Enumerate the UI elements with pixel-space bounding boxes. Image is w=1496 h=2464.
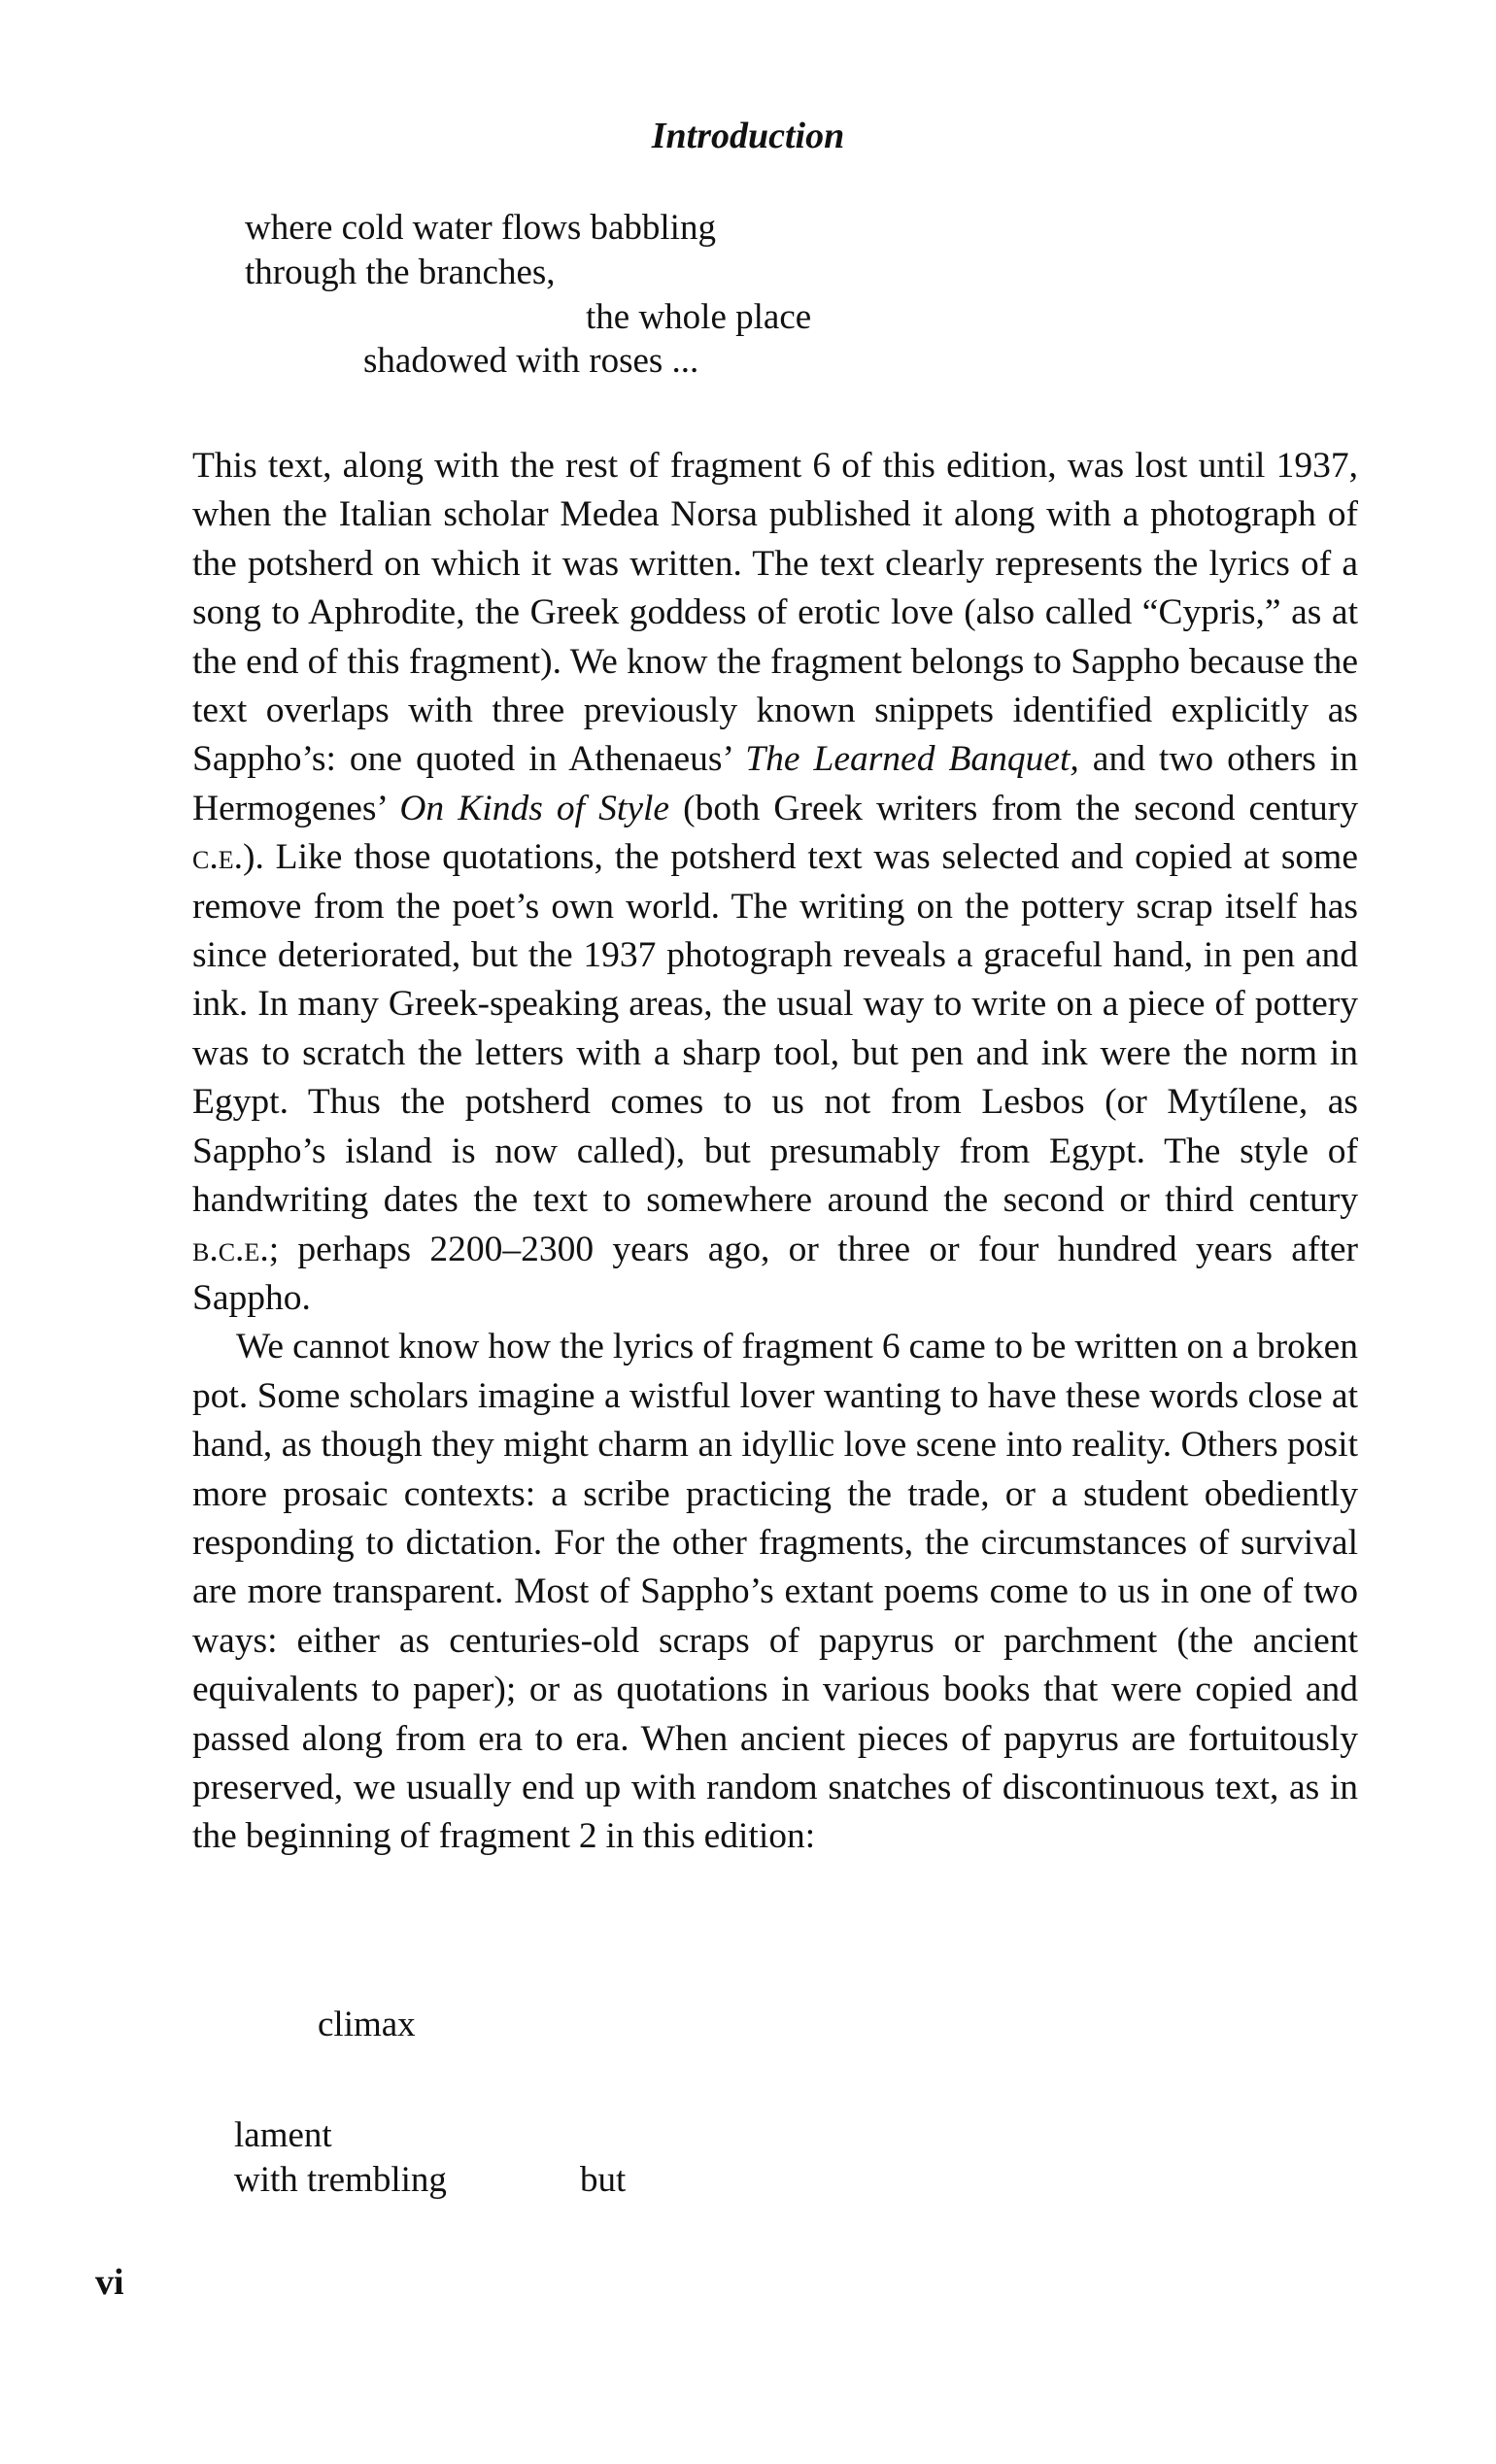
paragraph-1: This text, along with the rest of fragment 6 of this edition, was lost until 1937, when the Italian scholar Medea Norsa published it along with a photograph of the potsherd on which it was written. The text clearly represents the lyrics of a song to Aphrodite, the Greek goddess of erotic love (also called “Cypris,” as at the end of this fragment). We know the fragment belongs to Sappho because the text overlaps with three previously known snippets identified explicitly as Sappho’s: one quoted in Athenaeus’ The Learned Banquet, and two others in Hermogenes’ On Kinds of Style (both Greek writers from the second century c.e.). Like those quotations, the potsherd text was selected and copied at some remove from the poet’s own world. The writing on the pottery scrap itself has since deteriorated, but the 1937 photograph reveals a graceful hand, in pen and ink. In many Greek-speaking areas, the usual way to write on a piece of pottery was to scratch the letters with a sharp tool, but pen and ink were the norm in Egypt. Thus the potsherd comes to us not from Lesbos (or Mytílene, as Sappho’s island is now called), but presumably from Egypt. The style of handwriting dates the text to somewhere around the second or third century b.c.e.; perhaps 2200–2300 years ago, or three or four hundred years after Sappho. (192, 446, 1358, 1318)
page-number: vi (95, 2262, 124, 2303)
verse-line-1: where cold water flows babbling (245, 208, 716, 248)
book-title: The Learned Banquet, (745, 739, 1079, 780)
era-abbreviation: c.e. (192, 837, 243, 878)
body-text (192, 442, 1358, 1862)
fragment-word-but: but (580, 2160, 627, 2200)
fragment-word-climax: climax (318, 2005, 416, 2044)
verse-line-2: through the branches, (245, 253, 556, 292)
verse-line-4: shadowed with roses ... (363, 341, 699, 381)
fragment-word-with-trembling: with trembling (234, 2160, 447, 2200)
verse-line-3: the whole place (586, 297, 812, 337)
fragment-word-lament: lament (234, 2115, 332, 2155)
paragraph-2: We cannot know how the lyrics of fragment 6 came to be written on a broken pot. Some scholars imagine a wistful lover wanting to have these words close at hand, as though they might charm an idyllic love scene into reality. Others posit more prosaic contexts: a scribe practicing the trade, or a student obediently responding to dictation. For the other fragments, the circumstances of survival are more transparent. Most of Sappho’s extant poems come to us in one of two ways: either as centuries-old scraps of papyrus or parchment (the ancient equivalents to paper); or as quotations in various books that were copied and passed along from era to era. When ancient pieces of papyrus are fortuitously preserved, we usually end up with random snatches of discontinuous text, as in the beginning of fragment 2 in this edition: (192, 1327, 1358, 1857)
book-title: On Kinds of Style (399, 788, 670, 828)
era-abbreviation: b.c.e. (192, 1229, 269, 1269)
running-header: Introduction (651, 116, 845, 156)
